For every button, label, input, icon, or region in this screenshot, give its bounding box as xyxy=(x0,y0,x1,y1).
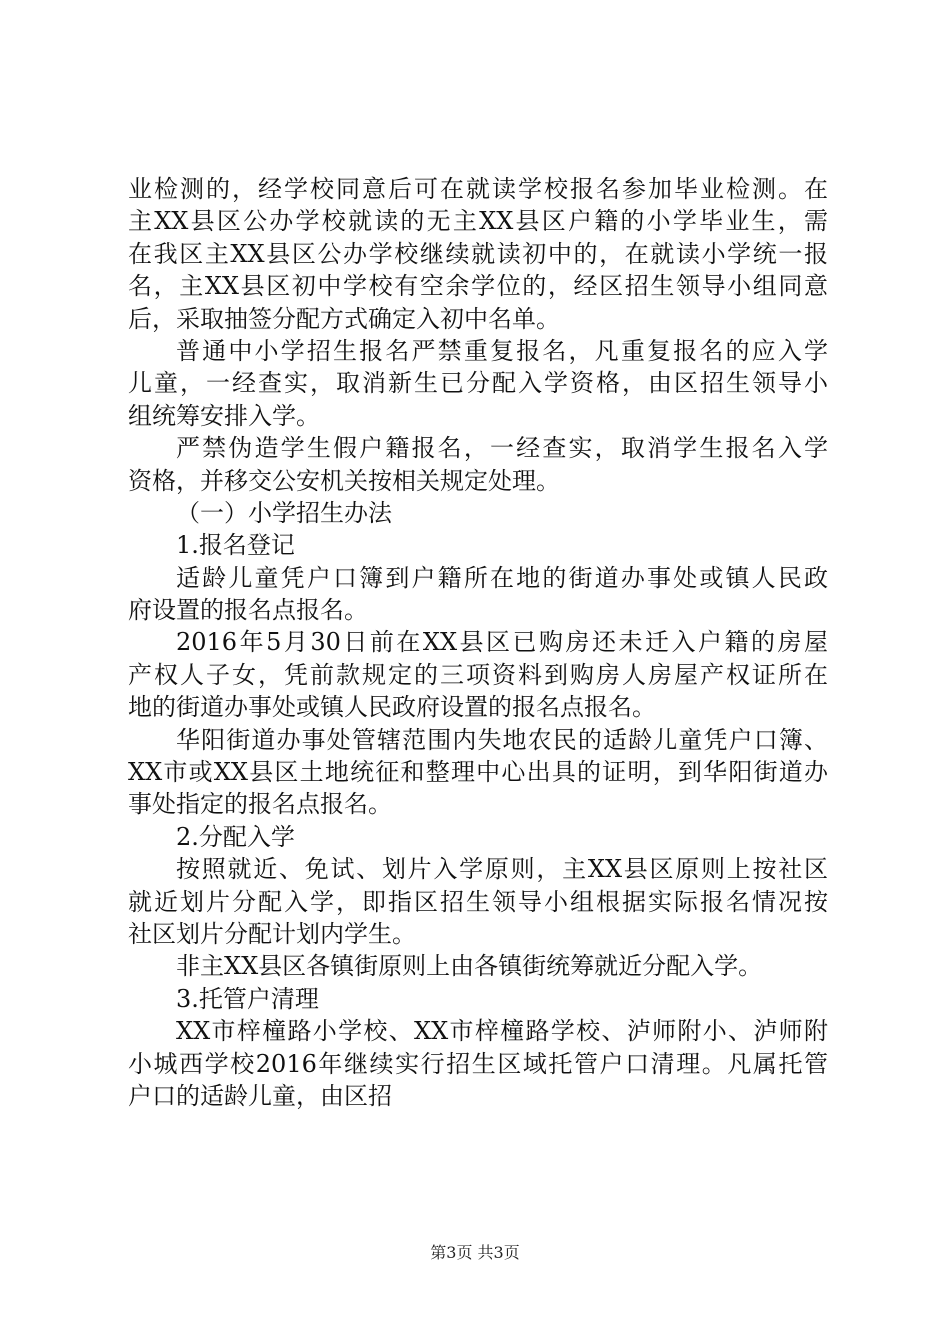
text-line: 严禁伪造学生假户籍报名，一经查实，取消学生报名入学 xyxy=(176,434,828,463)
text-line: 适龄儿童凭户口簿到户籍所在地的街道办事处或镇人民政 xyxy=(176,563,828,592)
text-line: 组统筹安排入学。 xyxy=(128,401,320,430)
text-line: 3.托管户清理 xyxy=(176,984,319,1013)
text-line: 1.报名登记 xyxy=(176,531,295,560)
text-line: 2016年5月30日前在XX县区已购房还未迁入户籍的房屋 xyxy=(176,628,828,657)
text-line: 非主XX县区各镇街原则上由各镇街统筹就近分配入学。 xyxy=(176,952,763,981)
text-line: 主XX县区公办学校就读的无主XX县区户籍的小学毕业生，需 xyxy=(128,207,828,236)
page-number: 第3页 共3页 xyxy=(430,1243,520,1262)
page-footer xyxy=(0,1243,950,1263)
text-line: 在我区主XX县区公办学校继续就读初中的，在就读小学统一报 xyxy=(128,239,828,268)
text-line: XX市梓橦路小学校、XX市梓橦路学校、泸师附小、泸师附 xyxy=(176,1017,828,1046)
text-line: 按照就近、免试、划片入学原则，主XX县区原则上按社区 xyxy=(176,855,828,884)
text-line: 府设置的报名点报名。 xyxy=(128,596,368,625)
document-body xyxy=(128,173,828,1112)
text-line: XX市或XX县区土地统征和整理中心出具的证明，到华阳街道办 xyxy=(128,758,828,787)
text-line: 社区划片分配计划内学生。 xyxy=(128,919,416,948)
text-line: 资格，并移交公安机关按相关规定处理。 xyxy=(128,466,560,495)
text-line: 名，主XX县区初中学校有空余学位的，经区招生领导小组同意 xyxy=(128,272,828,301)
text-line: 就近划片分配入学，即指区招生领导小组根据实际报名情况按 xyxy=(128,887,828,916)
text-line: 华阳街道办事处管辖范围内失地农民的适龄儿童凭户口簿、 xyxy=(176,725,828,754)
text-line: 户口的适龄儿童，由区招 xyxy=(128,1081,392,1110)
text-line: 普通中小学招生报名严禁重复报名，凡重复报名的应入学 xyxy=(176,336,828,365)
text-line: 小城西学校2016年继续实行招生区域托管户口清理。凡属托管 xyxy=(128,1049,828,1078)
text-line: （一）小学招生办法 xyxy=(176,498,392,527)
text-line: 2.分配入学 xyxy=(176,822,295,851)
text-line: 事处指定的报名点报名。 xyxy=(128,790,392,819)
text-line: 地的街道办事处或镇人民政府设置的报名点报名。 xyxy=(128,693,656,722)
text-line: 儿童，一经查实，取消新生已分配入学资格，由区招生领导小 xyxy=(128,369,828,398)
text-line: 后，采取抽签分配方式确定入初中名单。 xyxy=(128,304,560,333)
text-line: 业检测的，经学校同意后可在就读学校报名参加毕业检测。在 xyxy=(128,175,828,203)
text-line: 产权人子女，凭前款规定的三项资料到购房人房屋产权证所在 xyxy=(128,660,828,689)
